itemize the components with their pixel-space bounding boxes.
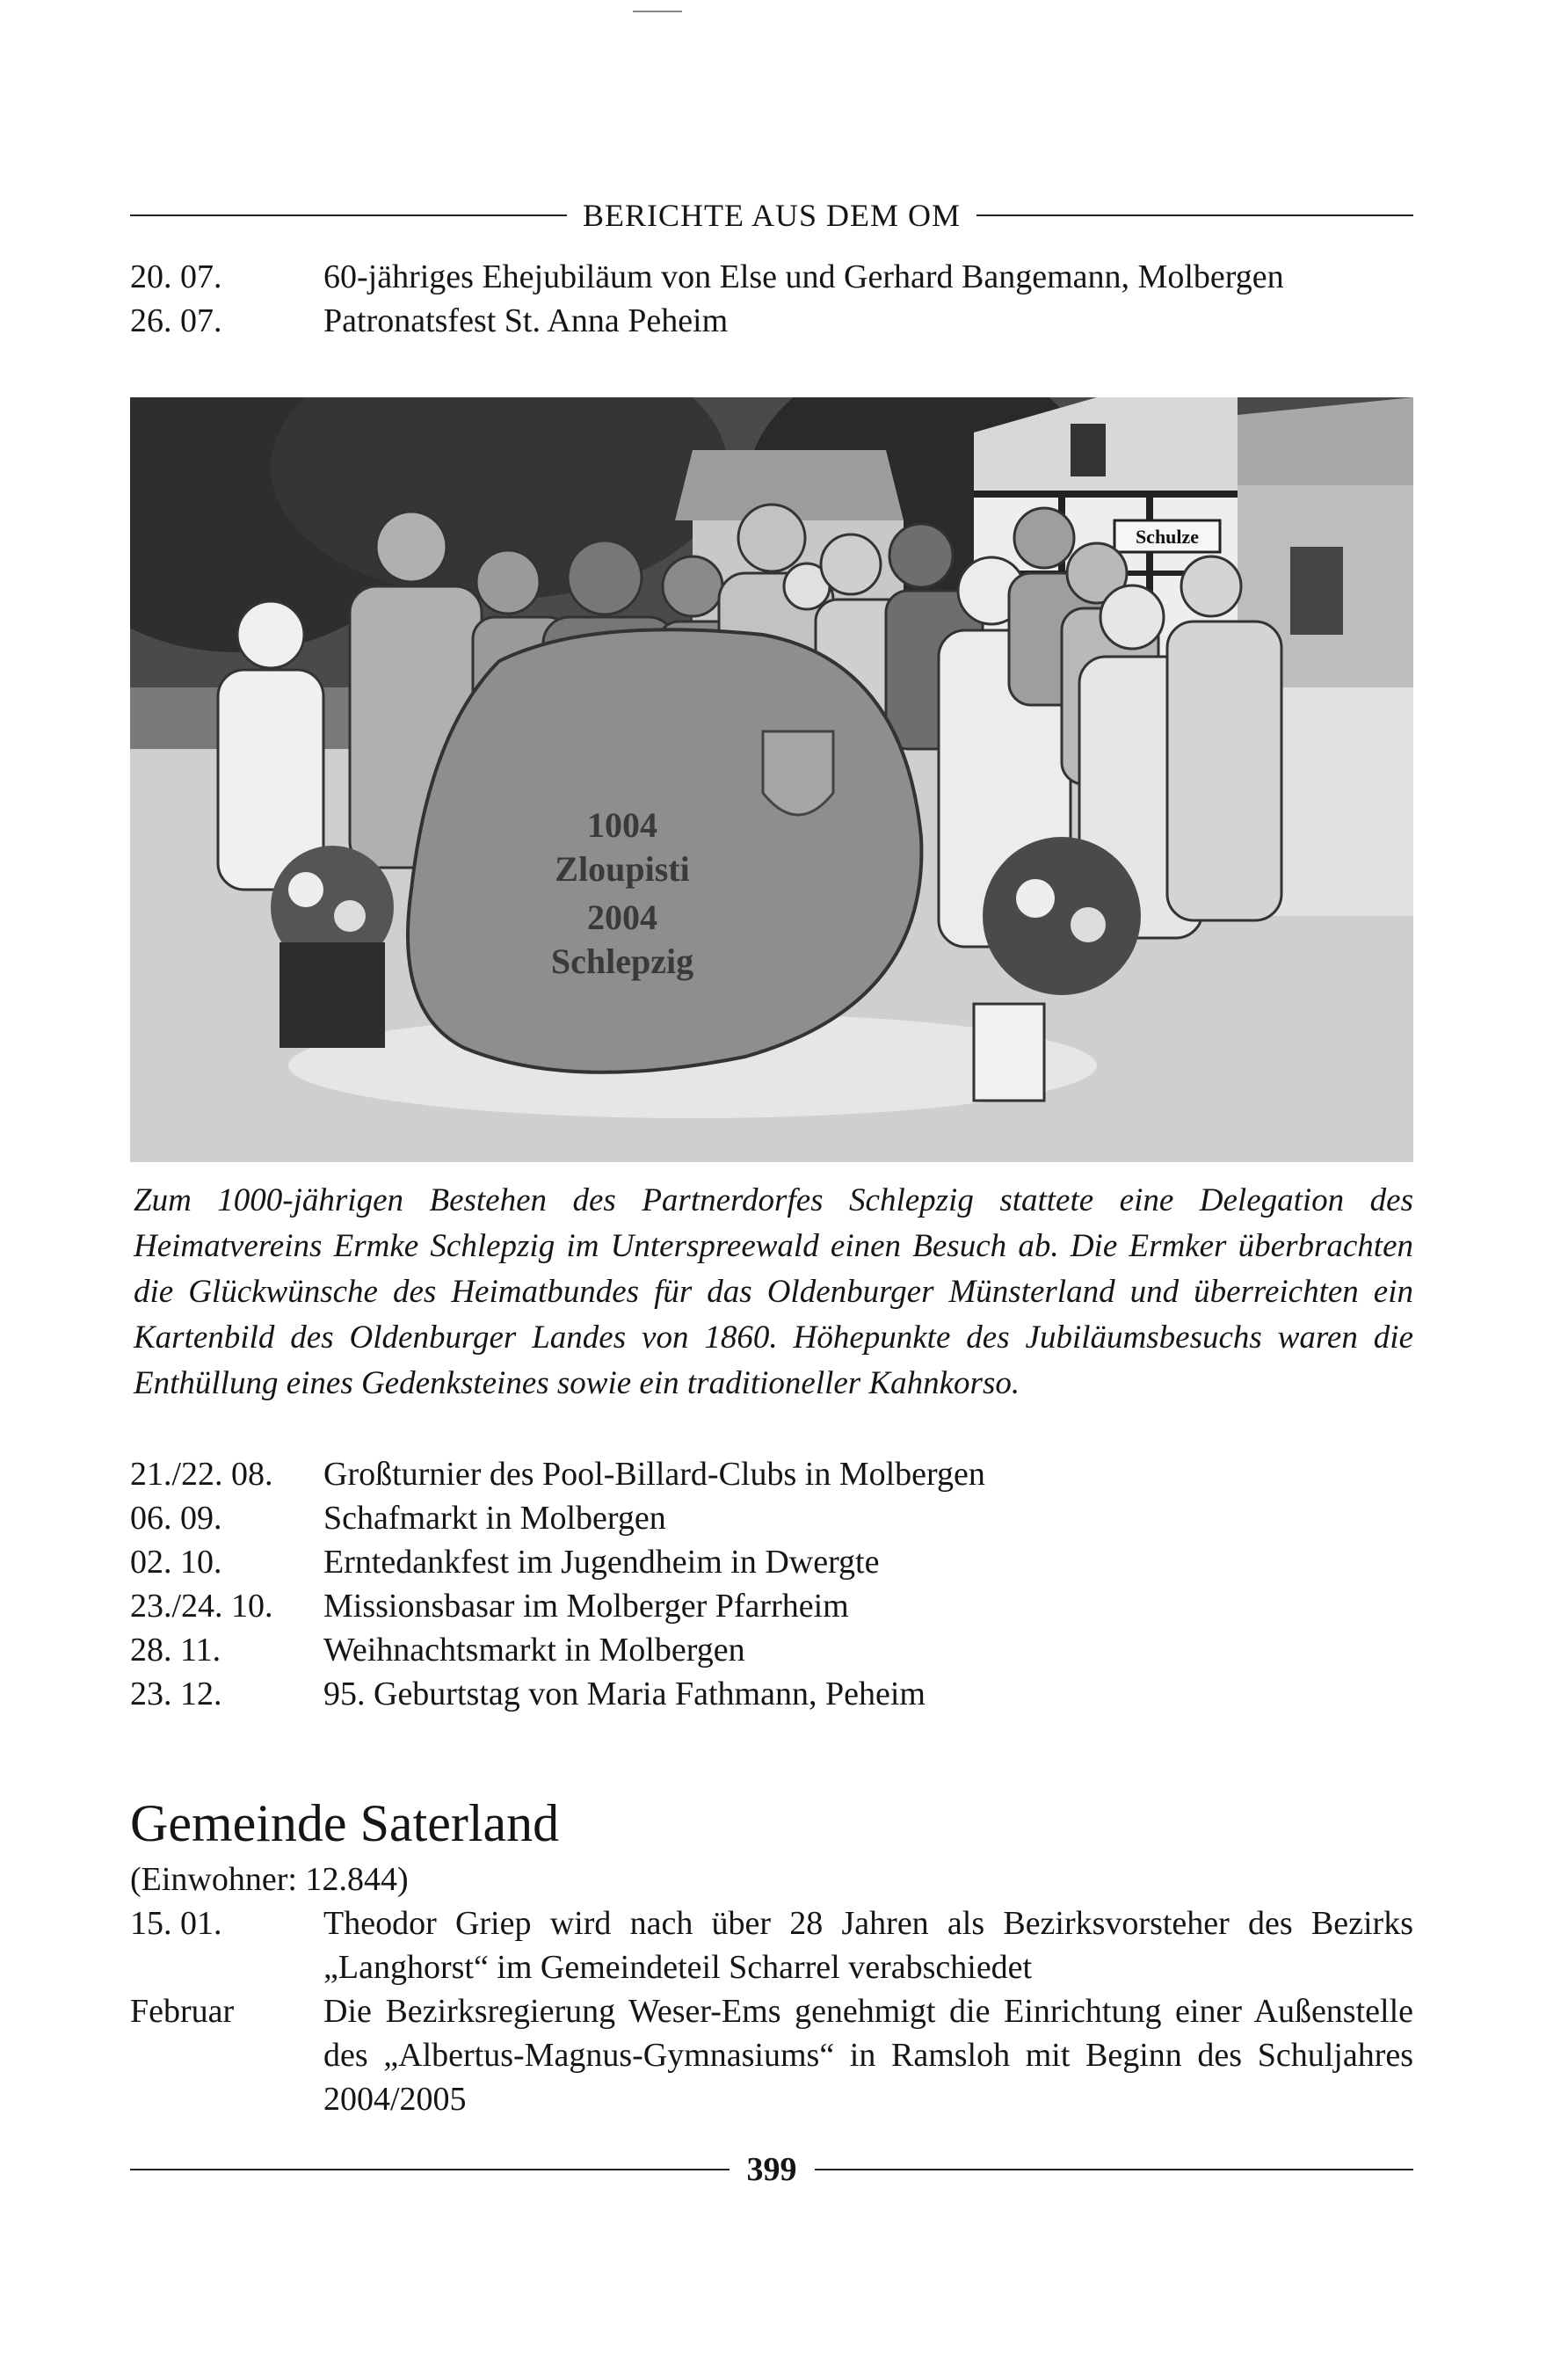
top-edge-mark	[633, 11, 682, 12]
entry-text: Missionsbasar im Molberger Pfarrheim	[323, 1588, 849, 1625]
entry-date: 23./24. 10.	[130, 1588, 273, 1625]
entry-date: 28. 11.	[130, 1632, 221, 1668]
entry-date: 26. 07.	[130, 302, 222, 339]
entry-text: Weihnachtsmarkt in Molbergen	[323, 1632, 745, 1668]
entry-date: 15. 01.	[130, 1905, 222, 1942]
entry-text: Patronatsfest St. Anna Peheim	[323, 302, 729, 339]
entry-text: Theodor Griep wird nach über 28 Jahren als Bezirksvorsteher des Bezirks „Langhorst“ im Gemeindeteil Scharrel verabschiedet	[323, 1905, 1413, 1986]
entry-date: 20. 07.	[130, 258, 222, 295]
entry-text: Schafmarkt in Molbergen	[323, 1500, 666, 1537]
stone-inscription-line: 1004	[587, 805, 657, 845]
shop-sign-text: Schulze	[1135, 526, 1200, 548]
entry-date: 06. 09.	[130, 1500, 222, 1537]
header-rule-right	[976, 214, 1413, 216]
footer-rule-left	[130, 2169, 730, 2170]
entry-text: Die Bezirksregierung Weser-Ems genehmigt die Einrichtung einer Außenstelle des „Albertus-Magnus-Gymnasiums“ in Ramsloh mit Beginn des Schuljahres 2004/2005	[323, 1993, 1413, 2118]
stone-inscription-line: Schlepzig	[550, 941, 694, 981]
photo-memorial-stone-delegation	[130, 397, 1413, 1162]
stone-inscription-line: Zloupisti	[555, 849, 690, 889]
page-footer	[130, 2145, 1413, 2194]
page-number: 399	[746, 2151, 797, 2188]
entry-date: 02. 10.	[130, 1544, 222, 1581]
entry-text: 60-jähriges Ehejubiläum von Else und Gerhard Bangemann, Molbergen	[323, 258, 1284, 295]
entry-date: 23. 12.	[130, 1676, 222, 1712]
section-heading: Gemeinde Saterland	[130, 1794, 560, 1852]
inhabitants-note: (Einwohner: 12.844)	[130, 1861, 409, 1898]
footer-rule-right	[815, 2169, 1414, 2170]
entry-date: 21./22. 08.	[130, 1456, 273, 1493]
header-title: BERICHTE AUS DEM OM	[582, 198, 962, 233]
entry-date: Februar	[130, 1993, 235, 2030]
running-header	[130, 189, 1413, 242]
photo-caption: Zum 1000-jährigen Bestehen des Partnerdorfes Schlepzig stattete eine Delegation des Heimatvereins Ermke Schlepzig im Unterspreewald einen Besuch ab. Die Ermker überbrachten die Glückwünsche des Heimatbundes für das Oldenburger Münsterland und überreichten ein Kartenbild des Oldenburger Landes von 1860. Höhepunkte des Jubiläumsbesuchs waren die Enthüllung eines Gedenksteines sowie ein traditioneller Kahnkorso.	[134, 1182, 1413, 1401]
entry-text: Erntedankfest im Jugendheim in Dwergte	[323, 1544, 880, 1581]
entry-text: Großturnier des Pool-Billard-Clubs in Molbergen	[323, 1456, 985, 1493]
stone-inscription-line: 2004	[587, 898, 657, 937]
entry-text: 95. Geburtstag von Maria Fathmann, Peheim	[323, 1676, 926, 1712]
header-rule-left	[130, 214, 567, 216]
